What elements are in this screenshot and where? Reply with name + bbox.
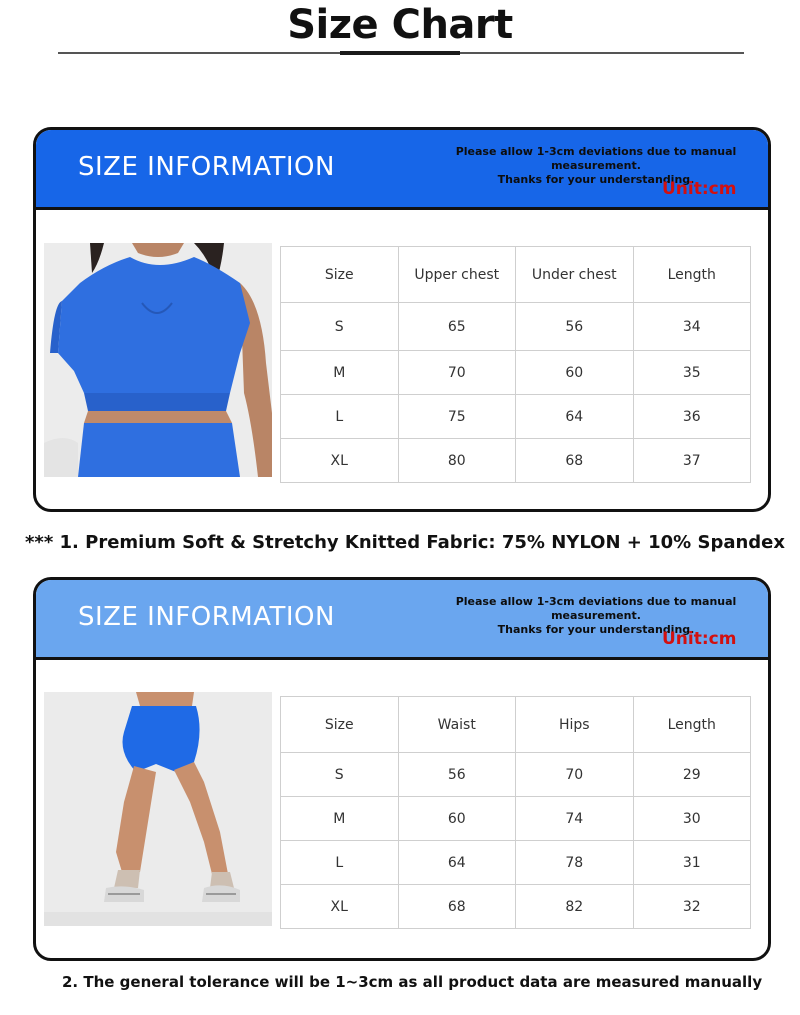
crop-top-photo [44,243,272,477]
table-cell: 82 [516,885,634,929]
top-size-card [33,127,771,512]
table-cell: M [281,351,399,395]
top-size-table [280,246,751,483]
table-row [281,395,751,439]
column-header: Hips [516,697,634,753]
table-cell: 29 [633,753,751,797]
shorts-photo [44,692,272,926]
top-header-title: SIZE INFORMATION [78,152,335,182]
bottom-card-header [36,580,768,660]
bottom-size-table [280,696,751,929]
table-cell: 75 [398,395,516,439]
table-row [281,753,751,797]
table-cell: 34 [633,303,751,351]
table-row [281,841,751,885]
bottom-unit-label: Unit:cm [662,629,737,649]
table-cell: 70 [398,351,516,395]
table-cell: 78 [516,841,634,885]
table-cell: 37 [633,439,751,483]
table-row [281,351,751,395]
bottom-note-line-2: Thanks for your understanding. [497,623,695,636]
table-cell: 31 [633,841,751,885]
column-header: Under chest [516,247,634,303]
table-cell: M [281,797,399,841]
column-header: Length [633,247,751,303]
top-unit-label: Unit:cm [662,179,737,199]
table-cell: 64 [516,395,634,439]
table-row [281,303,751,351]
bottom-size-card [33,577,771,961]
table-cell: XL [281,439,399,483]
tolerance-note: 2. The general tolerance will be 1~3cm as all product data are measured manually [62,973,763,991]
column-header: Upper chest [398,247,516,303]
shorts-illustration [44,692,272,926]
top-card-header [36,130,768,210]
table-cell: S [281,303,399,351]
column-header: Length [633,697,751,753]
table-cell: XL [281,885,399,929]
table-cell: 68 [516,439,634,483]
column-header: Size [281,247,399,303]
table-row [281,439,751,483]
title-divider-accent [340,51,460,55]
top-note-line-1: Please allow 1-3cm deviations due to manual measurement. [455,145,737,172]
crop-top-illustration [44,243,272,477]
table-cell: L [281,395,399,439]
table-cell: 80 [398,439,516,483]
column-header: Waist [398,697,516,753]
table-header-row [281,247,751,303]
table-cell: 68 [398,885,516,929]
top-note-line-2: Thanks for your understanding. [497,173,695,186]
bottom-note-line-1: Please allow 1-3cm deviations due to manual measurement. [455,595,737,622]
table-cell: 64 [398,841,516,885]
column-header: Size [281,697,399,753]
fabric-note: *** 1. Premium Soft & Stretchy Knitted Fabric: 75% NYLON + 10% Spandex [25,532,785,553]
table-cell: 30 [633,797,751,841]
table-cell: 65 [398,303,516,351]
table-row [281,885,751,929]
table-cell: L [281,841,399,885]
table-cell: 56 [398,753,516,797]
table-header-row [281,697,751,753]
table-cell: 70 [516,753,634,797]
bottom-header-title: SIZE INFORMATION [78,602,335,632]
table-cell: 60 [398,797,516,841]
table-cell: 35 [633,351,751,395]
table-cell: 36 [633,395,751,439]
table-row [281,797,751,841]
table-cell: S [281,753,399,797]
table-cell: 60 [516,351,634,395]
page-title: Size Chart [287,2,513,48]
table-cell: 56 [516,303,634,351]
table-cell: 32 [633,885,751,929]
table-cell: 74 [516,797,634,841]
